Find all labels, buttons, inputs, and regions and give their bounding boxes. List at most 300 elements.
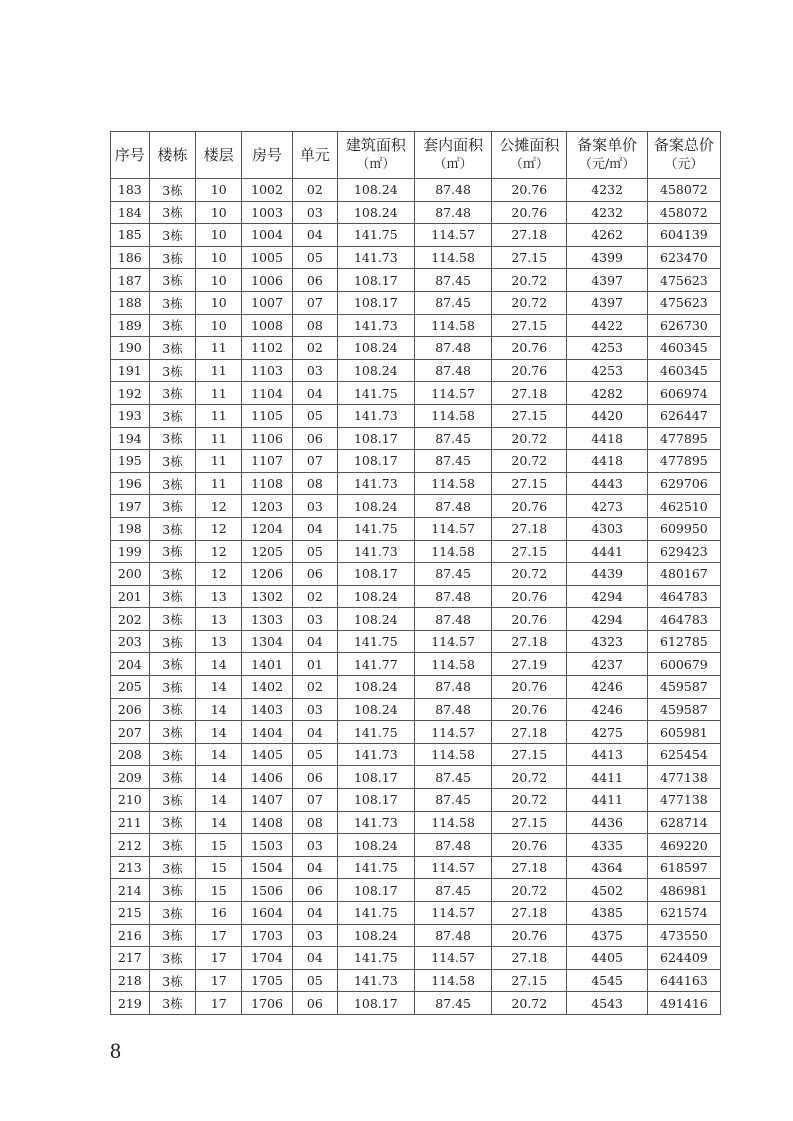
cell-building-area: 108.17	[337, 766, 414, 789]
cell-unit: 08	[292, 314, 337, 337]
cell-unit-price: 4439	[567, 563, 647, 586]
cell-interior-area: 87.45	[414, 789, 491, 812]
cell-unit-price: 4232	[567, 179, 647, 202]
cell-unit-price: 4397	[567, 269, 647, 292]
table-row	[111, 314, 721, 337]
cell-unit: 02	[292, 585, 337, 608]
cell-unit-price: 4405	[567, 947, 647, 970]
cell-building-area: 108.17	[337, 291, 414, 314]
cell-shared-area: 20.72	[492, 269, 567, 292]
cell-unit: 05	[292, 969, 337, 992]
table-row	[111, 676, 721, 699]
cell-building: 3栋	[149, 902, 196, 925]
cell-index: 191	[111, 359, 150, 382]
cell-shared-area: 27.15	[492, 540, 567, 563]
cell-building: 3栋	[149, 585, 196, 608]
cell-interior-area: 114.57	[414, 224, 491, 247]
cell-unit-price: 4303	[567, 517, 647, 540]
cell-unit-price: 4385	[567, 902, 647, 925]
cell-shared-area: 20.76	[492, 495, 567, 518]
table-row	[111, 472, 721, 495]
table-body	[111, 179, 721, 1015]
cell-building: 3栋	[149, 766, 196, 789]
cell-unit-price: 4273	[567, 495, 647, 518]
cell-unit-price: 4441	[567, 540, 647, 563]
cell-room-number: 1104	[242, 382, 293, 405]
cell-total-price: 459587	[647, 698, 720, 721]
cell-index: 199	[111, 540, 150, 563]
cell-shared-area: 20.72	[492, 789, 567, 812]
cell-total-price: 624409	[647, 947, 720, 970]
cell-building-area: 141.73	[337, 314, 414, 337]
cell-unit: 01	[292, 653, 337, 676]
cell-unit-price: 4420	[567, 404, 647, 427]
cell-interior-area: 87.48	[414, 698, 491, 721]
header-building-area: 建筑面积 （㎡）	[337, 132, 414, 179]
cell-room-number: 1102	[242, 337, 293, 360]
cell-building: 3栋	[149, 676, 196, 699]
cell-index: 193	[111, 404, 150, 427]
cell-interior-area: 87.45	[414, 992, 491, 1015]
cell-total-price: 477138	[647, 789, 720, 812]
cell-index: 204	[111, 653, 150, 676]
cell-unit-price: 4294	[567, 585, 647, 608]
cell-floor: 14	[196, 721, 242, 744]
cell-total-price: 460345	[647, 359, 720, 382]
cell-shared-area: 20.72	[492, 879, 567, 902]
cell-floor: 14	[196, 789, 242, 812]
cell-unit: 03	[292, 608, 337, 631]
cell-building: 3栋	[149, 630, 196, 653]
cell-index: 209	[111, 766, 150, 789]
cell-index: 188	[111, 291, 150, 314]
cell-building-area: 108.24	[337, 698, 414, 721]
cell-unit-price: 4253	[567, 337, 647, 360]
cell-index: 217	[111, 947, 150, 970]
cell-building-area: 108.17	[337, 879, 414, 902]
cell-shared-area: 20.76	[492, 834, 567, 857]
cell-building: 3栋	[149, 856, 196, 879]
cell-unit-price: 4413	[567, 743, 647, 766]
cell-building-area: 141.73	[337, 246, 414, 269]
cell-building: 3栋	[149, 495, 196, 518]
cell-floor: 17	[196, 924, 242, 947]
cell-shared-area: 20.76	[492, 337, 567, 360]
cell-interior-area: 87.48	[414, 495, 491, 518]
cell-interior-area: 114.57	[414, 902, 491, 925]
cell-total-price: 475623	[647, 269, 720, 292]
cell-building-area: 141.73	[337, 472, 414, 495]
cell-unit: 03	[292, 924, 337, 947]
cell-floor: 14	[196, 676, 242, 699]
cell-building-area: 141.75	[337, 517, 414, 540]
cell-unit-price: 4543	[567, 992, 647, 1015]
cell-interior-area: 87.48	[414, 608, 491, 631]
cell-building: 3栋	[149, 224, 196, 247]
cell-interior-area: 114.58	[414, 811, 491, 834]
cell-shared-area: 20.76	[492, 924, 567, 947]
cell-interior-area: 87.48	[414, 834, 491, 857]
cell-unit-price: 4443	[567, 472, 647, 495]
cell-room-number: 1706	[242, 992, 293, 1015]
cell-building-area: 108.17	[337, 563, 414, 586]
cell-interior-area: 114.58	[414, 969, 491, 992]
cell-index: 213	[111, 856, 150, 879]
table-row	[111, 721, 721, 744]
cell-unit-price: 4545	[567, 969, 647, 992]
cell-building: 3栋	[149, 427, 196, 450]
cell-shared-area: 20.76	[492, 179, 567, 202]
cell-building: 3栋	[149, 540, 196, 563]
cell-building-area: 141.73	[337, 969, 414, 992]
cell-interior-area: 87.45	[414, 291, 491, 314]
header-unit-price: 备案单价 （元/㎡）	[567, 132, 647, 179]
cell-unit-price: 4323	[567, 630, 647, 653]
cell-building-area: 141.73	[337, 404, 414, 427]
cell-room-number: 1407	[242, 789, 293, 812]
cell-total-price: 629706	[647, 472, 720, 495]
cell-unit: 06	[292, 992, 337, 1015]
cell-interior-area: 114.58	[414, 246, 491, 269]
table-row	[111, 924, 721, 947]
price-filing-table	[110, 131, 721, 1015]
cell-floor: 11	[196, 404, 242, 427]
cell-room-number: 1504	[242, 856, 293, 879]
cell-floor: 10	[196, 269, 242, 292]
cell-total-price: 486981	[647, 879, 720, 902]
cell-shared-area: 27.18	[492, 224, 567, 247]
cell-building: 3栋	[149, 201, 196, 224]
cell-building: 3栋	[149, 969, 196, 992]
cell-building-area: 141.73	[337, 811, 414, 834]
cell-floor: 12	[196, 495, 242, 518]
cell-floor: 15	[196, 879, 242, 902]
table-row	[111, 879, 721, 902]
cell-shared-area: 20.76	[492, 676, 567, 699]
cell-unit: 04	[292, 947, 337, 970]
cell-floor: 11	[196, 337, 242, 360]
cell-unit-price: 4282	[567, 382, 647, 405]
table-row	[111, 585, 721, 608]
cell-shared-area: 27.18	[492, 902, 567, 925]
cell-room-number: 1703	[242, 924, 293, 947]
table-row	[111, 540, 721, 563]
cell-unit: 02	[292, 676, 337, 699]
table-row	[111, 766, 721, 789]
cell-unit-price: 4275	[567, 721, 647, 744]
cell-floor: 17	[196, 947, 242, 970]
table-row	[111, 382, 721, 405]
header-total-price: 备案总价 （元）	[647, 132, 720, 179]
header-row	[111, 132, 721, 179]
cell-building: 3栋	[149, 517, 196, 540]
cell-building-area: 141.77	[337, 653, 414, 676]
cell-shared-area: 20.72	[492, 766, 567, 789]
cell-index: 216	[111, 924, 150, 947]
cell-shared-area: 27.18	[492, 947, 567, 970]
cell-total-price: 469220	[647, 834, 720, 857]
cell-room-number: 1304	[242, 630, 293, 653]
cell-index: 212	[111, 834, 150, 857]
cell-interior-area: 114.57	[414, 947, 491, 970]
cell-room-number: 1206	[242, 563, 293, 586]
cell-unit-price: 4502	[567, 879, 647, 902]
cell-shared-area: 27.15	[492, 472, 567, 495]
cell-room-number: 1408	[242, 811, 293, 834]
table-row	[111, 856, 721, 879]
cell-building: 3栋	[149, 563, 196, 586]
cell-index: 195	[111, 450, 150, 473]
cell-building: 3栋	[149, 269, 196, 292]
cell-total-price: 625454	[647, 743, 720, 766]
cell-shared-area: 20.72	[492, 427, 567, 450]
cell-floor: 12	[196, 540, 242, 563]
header-index: 序号	[111, 132, 150, 179]
cell-index: 197	[111, 495, 150, 518]
cell-building: 3栋	[149, 246, 196, 269]
cell-index: 206	[111, 698, 150, 721]
cell-building: 3栋	[149, 653, 196, 676]
cell-room-number: 1406	[242, 766, 293, 789]
cell-total-price: 473550	[647, 924, 720, 947]
table-row	[111, 404, 721, 427]
cell-shared-area: 20.76	[492, 608, 567, 631]
cell-floor: 11	[196, 382, 242, 405]
cell-building-area: 108.17	[337, 427, 414, 450]
cell-room-number: 1405	[242, 743, 293, 766]
cell-total-price: 609950	[647, 517, 720, 540]
cell-building: 3栋	[149, 359, 196, 382]
table-row	[111, 269, 721, 292]
cell-unit: 04	[292, 902, 337, 925]
cell-room-number: 1007	[242, 291, 293, 314]
cell-building-area: 108.24	[337, 585, 414, 608]
cell-building-area: 108.24	[337, 495, 414, 518]
cell-interior-area: 87.48	[414, 359, 491, 382]
cell-floor: 16	[196, 902, 242, 925]
cell-room-number: 1105	[242, 404, 293, 427]
cell-room-number: 1402	[242, 676, 293, 699]
cell-shared-area: 20.72	[492, 992, 567, 1015]
cell-index: 186	[111, 246, 150, 269]
cell-index: 214	[111, 879, 150, 902]
cell-interior-area: 87.45	[414, 269, 491, 292]
cell-floor: 15	[196, 856, 242, 879]
cell-index: 205	[111, 676, 150, 699]
cell-shared-area: 20.72	[492, 450, 567, 473]
cell-floor: 10	[196, 179, 242, 202]
cell-floor: 15	[196, 834, 242, 857]
cell-index: 219	[111, 992, 150, 1015]
cell-unit: 06	[292, 879, 337, 902]
cell-building-area: 108.24	[337, 179, 414, 202]
cell-interior-area: 87.48	[414, 201, 491, 224]
header-building: 楼栋	[149, 132, 196, 179]
cell-building: 3栋	[149, 721, 196, 744]
cell-total-price: 605981	[647, 721, 720, 744]
cell-index: 187	[111, 269, 150, 292]
table-row	[111, 427, 721, 450]
cell-interior-area: 114.58	[414, 472, 491, 495]
cell-room-number: 1107	[242, 450, 293, 473]
header-floor: 楼层	[196, 132, 242, 179]
cell-building-area: 141.73	[337, 540, 414, 563]
cell-index: 192	[111, 382, 150, 405]
table-row	[111, 337, 721, 360]
table-row	[111, 969, 721, 992]
table-row	[111, 947, 721, 970]
cell-floor: 10	[196, 314, 242, 337]
cell-floor: 10	[196, 224, 242, 247]
cell-building-area: 108.24	[337, 676, 414, 699]
cell-index: 208	[111, 743, 150, 766]
cell-room-number: 1203	[242, 495, 293, 518]
cell-unit: 06	[292, 563, 337, 586]
cell-interior-area: 114.57	[414, 721, 491, 744]
cell-shared-area: 27.15	[492, 969, 567, 992]
cell-unit: 04	[292, 382, 337, 405]
cell-interior-area: 114.57	[414, 630, 491, 653]
cell-floor: 14	[196, 698, 242, 721]
cell-index: 211	[111, 811, 150, 834]
cell-unit: 06	[292, 427, 337, 450]
cell-building: 3栋	[149, 879, 196, 902]
cell-unit-price: 4375	[567, 924, 647, 947]
cell-unit-price: 4253	[567, 359, 647, 382]
cell-floor: 17	[196, 969, 242, 992]
cell-index: 189	[111, 314, 150, 337]
cell-room-number: 1303	[242, 608, 293, 631]
cell-total-price: 600679	[647, 653, 720, 676]
cell-index: 200	[111, 563, 150, 586]
cell-room-number: 1302	[242, 585, 293, 608]
cell-room-number: 1204	[242, 517, 293, 540]
cell-floor: 14	[196, 743, 242, 766]
cell-unit-price: 4335	[567, 834, 647, 857]
cell-index: 194	[111, 427, 150, 450]
cell-unit: 04	[292, 856, 337, 879]
cell-unit-price: 4411	[567, 789, 647, 812]
cell-total-price: 628714	[647, 811, 720, 834]
cell-building-area: 108.17	[337, 992, 414, 1015]
cell-interior-area: 87.48	[414, 179, 491, 202]
cell-room-number: 1506	[242, 879, 293, 902]
cell-total-price: 618597	[647, 856, 720, 879]
cell-shared-area: 20.72	[492, 563, 567, 586]
cell-unit: 08	[292, 472, 337, 495]
cell-shared-area: 27.15	[492, 404, 567, 427]
table-row	[111, 179, 721, 202]
cell-interior-area: 87.45	[414, 427, 491, 450]
cell-shared-area: 27.18	[492, 721, 567, 744]
cell-shared-area: 20.76	[492, 585, 567, 608]
cell-floor: 10	[196, 291, 242, 314]
table-row	[111, 201, 721, 224]
table-row	[111, 608, 721, 631]
cell-index: 183	[111, 179, 150, 202]
cell-total-price: 477895	[647, 450, 720, 473]
table-row	[111, 992, 721, 1015]
cell-shared-area: 27.18	[492, 382, 567, 405]
cell-total-price: 604139	[647, 224, 720, 247]
header-shared-area: 公摊面积 （㎡）	[492, 132, 567, 179]
cell-shared-area: 20.76	[492, 359, 567, 382]
cell-interior-area: 87.45	[414, 563, 491, 586]
cell-building: 3栋	[149, 291, 196, 314]
cell-interior-area: 87.48	[414, 924, 491, 947]
table-row	[111, 789, 721, 812]
cell-building-area: 141.75	[337, 947, 414, 970]
cell-total-price: 626730	[647, 314, 720, 337]
cell-unit: 02	[292, 337, 337, 360]
cell-index: 201	[111, 585, 150, 608]
table-row	[111, 291, 721, 314]
header-interior-area: 套内面积 （㎡）	[414, 132, 491, 179]
cell-building: 3栋	[149, 947, 196, 970]
cell-floor: 10	[196, 201, 242, 224]
table-row	[111, 246, 721, 269]
cell-shared-area: 27.15	[492, 743, 567, 766]
cell-room-number: 1503	[242, 834, 293, 857]
cell-building: 3栋	[149, 789, 196, 812]
cell-interior-area: 114.58	[414, 653, 491, 676]
cell-interior-area: 87.45	[414, 879, 491, 902]
cell-unit-price: 4418	[567, 427, 647, 450]
table-row	[111, 450, 721, 473]
cell-room-number: 1604	[242, 902, 293, 925]
cell-building: 3栋	[149, 811, 196, 834]
cell-floor: 13	[196, 630, 242, 653]
cell-index: 198	[111, 517, 150, 540]
cell-interior-area: 114.58	[414, 540, 491, 563]
cell-building-area: 141.75	[337, 902, 414, 925]
cell-building-area: 141.75	[337, 856, 414, 879]
cell-interior-area: 114.58	[414, 743, 491, 766]
cell-unit-price: 4262	[567, 224, 647, 247]
cell-building: 3栋	[149, 179, 196, 202]
header-room-number: 房号	[242, 132, 293, 179]
cell-floor: 13	[196, 608, 242, 631]
cell-building-area: 108.24	[337, 201, 414, 224]
cell-unit: 04	[292, 224, 337, 247]
cell-interior-area: 87.48	[414, 585, 491, 608]
cell-unit: 04	[292, 630, 337, 653]
cell-interior-area: 87.48	[414, 337, 491, 360]
cell-unit-price: 4246	[567, 698, 647, 721]
cell-total-price: 458072	[647, 179, 720, 202]
cell-unit: 05	[292, 404, 337, 427]
cell-building: 3栋	[149, 992, 196, 1015]
cell-floor: 11	[196, 427, 242, 450]
table-row	[111, 811, 721, 834]
cell-floor: 14	[196, 766, 242, 789]
cell-total-price: 621574	[647, 902, 720, 925]
cell-unit: 03	[292, 698, 337, 721]
cell-building: 3栋	[149, 404, 196, 427]
cell-index: 202	[111, 608, 150, 631]
cell-unit-price: 4397	[567, 291, 647, 314]
cell-unit: 03	[292, 359, 337, 382]
cell-building: 3栋	[149, 450, 196, 473]
cell-total-price: 475623	[647, 291, 720, 314]
cell-unit-price: 4422	[567, 314, 647, 337]
cell-unit: 07	[292, 789, 337, 812]
cell-building-area: 108.24	[337, 924, 414, 947]
cell-shared-area: 27.15	[492, 246, 567, 269]
page-number: 8	[110, 1038, 121, 1063]
cell-interior-area: 87.48	[414, 676, 491, 699]
cell-total-price: 462510	[647, 495, 720, 518]
